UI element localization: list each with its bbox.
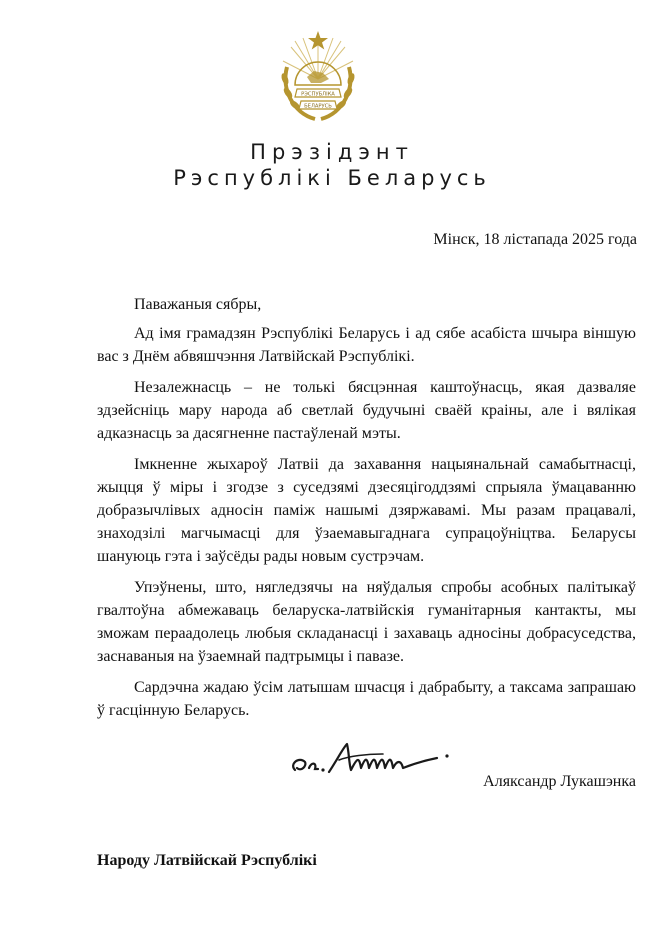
state-emblem-icon — [273, 27, 363, 125]
letter-paragraph: Сардэчна жадаю ўсім латышам шчасця і дабрабыту, а таксама запрашаю ў гасцінную Беларусь. — [97, 679, 636, 719]
header-title: Прэзідэнт — [250, 140, 414, 164]
emblem-ribbon-text-2: БЕЛАРУСЬ — [304, 103, 332, 110]
signer-name: Аляксандр Лукашэнка — [483, 773, 636, 790]
letter-body — [97, 322, 636, 730]
header-subtitle: Рэспублікі Беларусь — [173, 166, 491, 190]
salutation: Паважаныя сябры, — [134, 296, 262, 313]
addressee: Народу Латвійскай Рэспублікі — [97, 852, 317, 869]
handwritten-signature — [287, 738, 457, 784]
letter-paragraph: Упэўнены, што, нягледзячы на няўдалыя спробы асобных палітыкаў гвалтоўна абмежаваць беларуска-латвійскія гуманітарныя кантакты, мы зможам пераадолець любыя складанасці і захаваць адносіны добрасуседства, заснаваныя на ўзаемнай падтрымцы і павазе. — [97, 579, 636, 665]
letter-date: Мінск, 18 лістапада 2025 года — [433, 231, 637, 248]
letter-paragraph: Незалежнасць – не толькі бясцэнная каштоўнасць, якая дазваляе здзейсніць мару народа аб светлай будучыні сваёй краіны, але і вялікая адказнасць за дасягненне пастаўленай мэты. — [97, 379, 636, 442]
emblem-ribbon-text-1: РЭСПУБЛІКА — [301, 91, 335, 98]
signature-icon — [287, 738, 457, 784]
letter-paragraph: Імкненне жыхароў Латвіі да захавання нацыянальнай самабытнасці, жыцця ў міры і згодзе з суседзямі дзесяцігоддзямі спрыяла ўмацаванню добразычлівых адносін паміж нашымі дзяржавамі. Мы разам працавалі, знаходзілі магчымасці для ўзаемавыгаднага супрацоўніцтва. Беларусы шануюць гэта і заўсёды рады новым сустрэчам. — [97, 456, 636, 565]
state-emblem — [273, 27, 363, 125]
letter-paragraph: Ад імя грамадзян Рэспублікі Беларусь і ад сябе асабіста шчыра віншую вас з Днём абвяшчэння Латвійскай Рэспублікі. — [97, 325, 636, 365]
